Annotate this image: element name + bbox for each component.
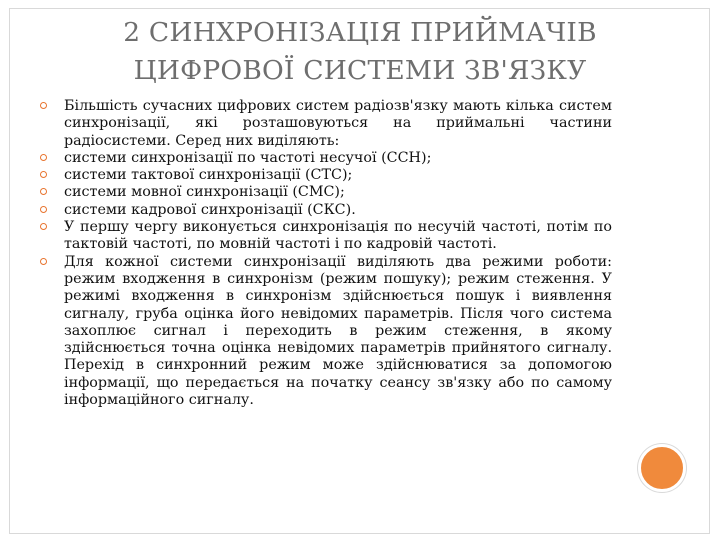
- bullet-text: системи мовної синхронізації (СМС);: [64, 184, 345, 201]
- bullet-item: [40, 167, 612, 184]
- bullet-text: Для кожної системи синхронізації виділяють два режими роботи: режим входження в синхронізм (режим пошуку); режим стеження. У режимі входження в синхронізм здійснюється пошук і виявлення сигналу, груба оцінка його невідомих параметрів. Після чого система захоплює сигнал і переходить в режим стеження, в якому здійснюється точна оцінка невідомих параметрів прийнятого сигналу. Перехід в синхронний режим може здійснюватися за допомогою інформації, що передається на початку сеансу зв'язку або по самому інформаційного сигналу.: [64, 253, 612, 409]
- bullet-text: системи тактової синхронізації (СТС);: [64, 167, 353, 184]
- bullet-item: [40, 202, 612, 219]
- bullet-text: системи синхронізації по частоті несучої (ССН);: [64, 149, 432, 166]
- title-line-1: 2 СИНХРОНІЗАЦІЯ ПРИЙМАЧІВ: [123, 17, 597, 48]
- title-line-2: ЦИФРОВОЇ СИСТЕМИ ЗВ'ЯЗКУ: [133, 55, 587, 86]
- slide-title: [60, 14, 660, 90]
- bullet-circle-icon: [40, 258, 47, 265]
- bullet-item: [40, 254, 612, 410]
- bullet-list: [40, 98, 612, 409]
- bullet-circle-icon: [40, 206, 47, 213]
- bullet-circle-icon: [40, 154, 47, 161]
- decorative-circle-icon: [638, 444, 686, 492]
- bullet-item: [40, 98, 612, 150]
- bullet-item: [40, 219, 612, 254]
- bullet-text: Більшість сучасних цифрових систем радіозв'язку мають кілька систем синхронізації, які розташовуються на приймальні частини радіосистеми. Серед них виділяють:: [64, 98, 612, 149]
- bullet-circle-icon: [40, 223, 47, 230]
- bullet-item: [40, 184, 612, 201]
- bullet-text: системи кадрової синхронізації (СКС).: [64, 201, 356, 218]
- bullet-circle-icon: [40, 102, 47, 109]
- bullet-circle-icon: [40, 188, 47, 195]
- bullet-item: [40, 150, 612, 167]
- bullet-text: У першу чергу виконується синхронізація по несучій частоті, потім по тактовій частоті, по мовній частоті і по кадровій частоті.: [64, 219, 612, 253]
- bullet-circle-icon: [40, 171, 47, 178]
